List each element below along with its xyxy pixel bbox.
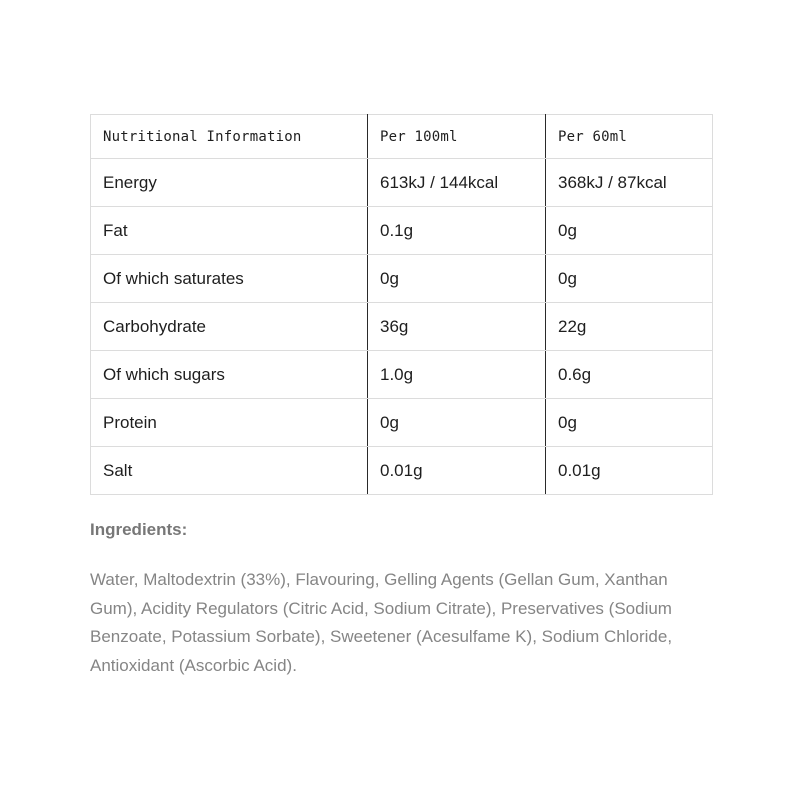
nutrient-name: Of which sugars xyxy=(91,351,368,399)
nutrient-name: Protein xyxy=(91,399,368,447)
table-row xyxy=(91,255,713,303)
per-60ml-value: 0g xyxy=(546,255,713,303)
nutrient-name: Of which saturates xyxy=(91,255,368,303)
per-100ml-value: 613kJ / 144kcal xyxy=(368,159,546,207)
per-100ml-value: 0g xyxy=(368,399,546,447)
ingredients-text: Water, Maltodextrin (33%), Flavouring, Gelling Agents (Gellan Gum, Xanthan Gum), Acidity Regulators (Citric Acid, Sodium Citrate), Preservatives (Sodium Benzoate, Potassium Sorbate), Sweetener (Acesulfame K), Sodium Chloride, Antioxidant (Ascorbic Acid). xyxy=(90,570,673,675)
nutrition-table xyxy=(90,114,713,495)
per-60ml-value: 368kJ / 87kcal xyxy=(546,159,713,207)
ingredients-heading: Ingredients: xyxy=(90,520,188,539)
table-row xyxy=(91,159,713,207)
nutrient-name: Carbohydrate xyxy=(91,303,368,351)
per-100ml-value: 0g xyxy=(368,255,546,303)
per-60ml-value: 0.6g xyxy=(546,351,713,399)
table-row xyxy=(91,207,713,255)
per-100ml-value: 1.0g xyxy=(368,351,546,399)
per-100ml-value: 0.01g xyxy=(368,447,546,495)
table-row xyxy=(91,351,713,399)
header-per-100ml: Per 100ml xyxy=(368,115,546,159)
per-60ml-value: 0.01g xyxy=(546,447,713,495)
table-row xyxy=(91,303,713,351)
table-header-row xyxy=(91,115,713,159)
per-60ml-value: 0g xyxy=(546,207,713,255)
header-per-60ml: Per 60ml xyxy=(546,115,713,159)
nutrient-name: Fat xyxy=(91,207,368,255)
per-100ml-value: 36g xyxy=(368,303,546,351)
per-60ml-value: 22g xyxy=(546,303,713,351)
table-row xyxy=(91,399,713,447)
table-row xyxy=(91,447,713,495)
header-nutritional-information: Nutritional Information xyxy=(91,115,368,159)
nutrient-name: Salt xyxy=(91,447,368,495)
per-60ml-value: 0g xyxy=(546,399,713,447)
nutrient-name: Energy xyxy=(91,159,368,207)
per-100ml-value: 0.1g xyxy=(368,207,546,255)
